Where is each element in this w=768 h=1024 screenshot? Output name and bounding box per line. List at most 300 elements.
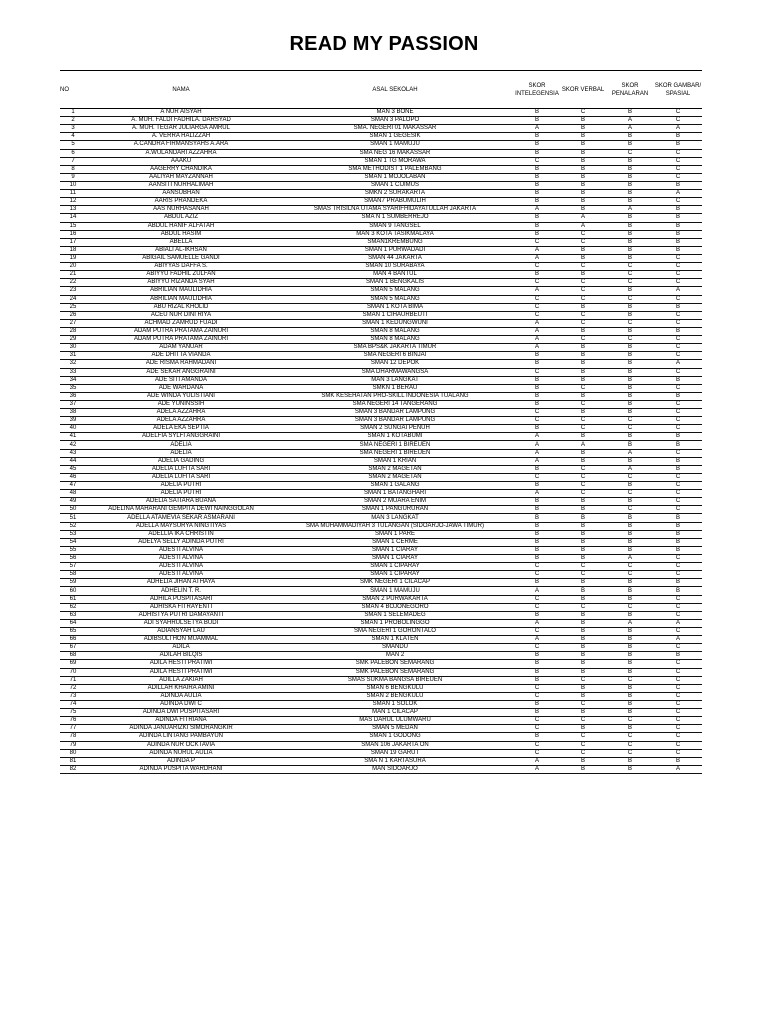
table-row (60, 676, 702, 684)
school-name: SMK PALEBON SEMARANG (276, 660, 514, 668)
score-intelegensia: C (514, 741, 560, 749)
student-name: ADINDA NUR OCKTAVIA (86, 741, 276, 749)
table-row (60, 287, 702, 295)
score-gambar-spasial: C (654, 109, 702, 117)
score-gambar-spasial: C (654, 263, 702, 271)
table-row (60, 546, 702, 554)
score-intelegensia: C (514, 238, 560, 246)
table-row (60, 344, 702, 352)
score-penalaran: B (606, 668, 654, 676)
school-name: SMAN 6 BENGKULU (276, 684, 514, 692)
score-gambar-spasial: C (654, 149, 702, 157)
row-number: 37 (60, 400, 86, 408)
score-verbal: B (560, 611, 606, 619)
score-penalaran: B (606, 636, 654, 644)
score-verbal: C (560, 109, 606, 117)
column-header-asal-sekolah: ASAL SEKOLAH (276, 71, 514, 109)
score-penalaran: B (606, 709, 654, 717)
student-name: ADINDA NURUL AULIA (86, 749, 276, 757)
score-penalaran: B (606, 368, 654, 376)
score-intelegensia: B (514, 173, 560, 181)
row-number: 8 (60, 165, 86, 173)
score-intelegensia: B (514, 198, 560, 206)
score-intelegensia: B (514, 222, 560, 230)
score-verbal: B (560, 360, 606, 368)
score-penalaran: B (606, 692, 654, 700)
row-number: 73 (60, 692, 86, 700)
score-gambar-spasial: B (654, 579, 702, 587)
score-verbal: B (560, 725, 606, 733)
row-number: 35 (60, 384, 86, 392)
score-intelegensia: C (514, 473, 560, 481)
score-intelegensia: A (514, 636, 560, 644)
score-penalaran: C (606, 733, 654, 741)
score-verbal: B (560, 433, 606, 441)
row-number: 82 (60, 765, 86, 773)
row-number: 77 (60, 725, 86, 733)
student-name: ADILA (86, 644, 276, 652)
school-name: SMAN 1 CIARAY (276, 546, 514, 554)
row-number: 1 (60, 109, 86, 117)
row-number: 65 (60, 628, 86, 636)
school-name: SMKN 2 SURAKARTA (276, 190, 514, 198)
score-gambar-spasial: B (654, 530, 702, 538)
school-name: SMAN 1 BENGKALIS (276, 279, 514, 287)
row-number: 12 (60, 198, 86, 206)
table-row (60, 628, 702, 636)
row-number: 27 (60, 319, 86, 327)
score-gambar-spasial: C (654, 555, 702, 563)
table-row (60, 271, 702, 279)
student-name: ADELA EKA SEPTIA (86, 425, 276, 433)
score-gambar-spasial: C (654, 384, 702, 392)
score-verbal: B (560, 619, 606, 627)
school-name: SMAS TRISILNA UTAMA SYARIFHIDAYATULLAH JAKARTA (276, 206, 514, 214)
school-name: SMAN 1 SELEMADEG (276, 611, 514, 619)
column-header-no: NO (60, 71, 86, 109)
score-verbal: B (560, 522, 606, 530)
score-gambar-spasial: C (654, 336, 702, 344)
score-intelegensia: C (514, 409, 560, 417)
student-name: ADE SITI AMANDA (86, 376, 276, 384)
score-intelegensia: A (514, 125, 560, 133)
row-number: 4 (60, 133, 86, 141)
table-row (60, 644, 702, 652)
score-gambar-spasial: B (654, 538, 702, 546)
score-gambar-spasial: B (654, 141, 702, 149)
table-row (60, 571, 702, 579)
score-penalaran: B (606, 109, 654, 117)
table-row (60, 433, 702, 441)
school-name: SMAN 1 CIJIMUS (276, 181, 514, 189)
score-penalaran: C (606, 490, 654, 498)
school-name: SMA DHARMAWANGSA (276, 368, 514, 376)
score-penalaran: C (606, 571, 654, 579)
score-gambar-spasial: C (654, 498, 702, 506)
school-name: SMAN 1 KOTABUMI (276, 433, 514, 441)
school-name: SMAN 2 MAGETAN (276, 465, 514, 473)
row-number: 42 (60, 441, 86, 449)
score-intelegensia: C (514, 684, 560, 692)
score-penalaran: B (606, 700, 654, 708)
row-number: 20 (60, 263, 86, 271)
score-gambar-spasial: B (654, 514, 702, 522)
row-number: 80 (60, 749, 86, 757)
score-penalaran: C (606, 749, 654, 757)
student-name: A. VERRA HALIZZAH (86, 133, 276, 141)
table-row (60, 741, 702, 749)
score-intelegensia: B (514, 230, 560, 238)
row-number: 47 (60, 482, 86, 490)
school-name: SMA MUHAMMADIYAH 3 TULANGAN (SIDOARJO-JAWA TIMUR) (276, 522, 514, 530)
score-penalaran: A (606, 206, 654, 214)
student-name: A.WULANDARI AZZAHRA (86, 149, 276, 157)
score-penalaran: A (606, 619, 654, 627)
school-name: SMAN 8 MALANG (276, 336, 514, 344)
column-header-skor-gambar-spasial: SKOR GAMBAR/ SPASIAL (654, 71, 702, 109)
score-verbal: B (560, 165, 606, 173)
student-name: ADELLA ATAMEVIA SEKAR ASMARANI (86, 514, 276, 522)
student-name: ADE WARDANA (86, 384, 276, 392)
score-penalaran: B (606, 246, 654, 254)
score-verbal: B (560, 692, 606, 700)
score-penalaran: A (606, 125, 654, 133)
score-gambar-spasial: B (654, 587, 702, 595)
school-name: SMAN 3 PALOPO (276, 117, 514, 125)
score-intelegensia: B (514, 700, 560, 708)
student-name: ABU RIZAL KHOLID (86, 303, 276, 311)
row-number: 6 (60, 149, 86, 157)
score-gambar-spasial: B (654, 246, 702, 254)
table-row (60, 263, 702, 271)
score-gambar-spasial: B (654, 327, 702, 335)
table-row (60, 498, 702, 506)
student-name: ADAM PUTRA PRATAMA ZAINURI (86, 327, 276, 335)
score-intelegensia: C (514, 368, 560, 376)
score-verbal: C (560, 417, 606, 425)
school-name: SMA N 1 SUMBERREJO (276, 214, 514, 222)
student-name: ADHISKA FITRAYENTI (86, 603, 276, 611)
score-verbal: C (560, 571, 606, 579)
score-penalaran: B (606, 311, 654, 319)
score-penalaran: B (606, 441, 654, 449)
row-number: 48 (60, 490, 86, 498)
score-gambar-spasial: C (654, 563, 702, 571)
score-gambar-spasial: C (654, 295, 702, 303)
row-number: 63 (60, 611, 86, 619)
student-name: AAS NURHASANAH (86, 206, 276, 214)
student-name: ADELIA LUFITA SARI (86, 465, 276, 473)
score-verbal: B (560, 546, 606, 554)
score-intelegensia: C (514, 417, 560, 425)
score-gambar-spasial: C (654, 473, 702, 481)
score-penalaran: B (606, 611, 654, 619)
score-verbal: C (560, 700, 606, 708)
school-name: SMAN 1 PROBOLINGGO (276, 619, 514, 627)
table-row (60, 749, 702, 757)
score-verbal: C (560, 465, 606, 473)
school-name: SMAN 2 BENGKULU (276, 692, 514, 700)
student-name: ADELA AZZAHRA (86, 417, 276, 425)
score-penalaran: C (606, 336, 654, 344)
student-name: ABIYYU RIZANDA SYAH (86, 279, 276, 287)
score-intelegensia: B (514, 181, 560, 189)
score-intelegensia: C (514, 303, 560, 311)
table-row (60, 652, 702, 660)
row-number: 44 (60, 457, 86, 465)
score-penalaran: B (606, 514, 654, 522)
table-row (60, 684, 702, 692)
score-penalaran: A (606, 465, 654, 473)
student-name: A NUR AISYAH (86, 109, 276, 117)
score-intelegensia: B (514, 214, 560, 222)
row-number: 2 (60, 117, 86, 125)
student-name: ADAM PUTRA PRATAMA ZAINURI (86, 336, 276, 344)
score-gambar-spasial: C (654, 644, 702, 652)
student-name: ADELIA (86, 449, 276, 457)
score-verbal: C (560, 319, 606, 327)
score-penalaran: B (606, 457, 654, 465)
school-name: SMAN 19 GARUT (276, 749, 514, 757)
school-name: SMA NEGERI 1 BIREUEN (276, 441, 514, 449)
student-name: ACHMAD ZAMRUD FUADI (86, 319, 276, 327)
score-gambar-spasial: A (654, 619, 702, 627)
table-row (60, 757, 702, 765)
score-gambar-spasial: B (654, 303, 702, 311)
table-row (60, 473, 702, 481)
student-name: ADELIA (86, 441, 276, 449)
table-row (60, 222, 702, 230)
score-penalaran: C (606, 506, 654, 514)
student-name: ADAM YANUAR (86, 344, 276, 352)
student-name: ABDUL HANIF ALFATAH (86, 222, 276, 230)
score-penalaran: B (606, 433, 654, 441)
score-intelegensia: C (514, 692, 560, 700)
school-name: SMA NEGERI 6 BINJAI (276, 352, 514, 360)
score-verbal: C (560, 238, 606, 246)
student-name: ADILA HESTI PRATIWI (86, 668, 276, 676)
score-intelegensia: A (514, 765, 560, 773)
score-verbal: B (560, 684, 606, 692)
score-penalaran: B (606, 660, 654, 668)
table-row (60, 417, 702, 425)
page-title: READ MY PASSION (289, 33, 479, 55)
score-intelegensia: C (514, 725, 560, 733)
score-gambar-spasial: B (654, 652, 702, 660)
score-penalaran: B (606, 376, 654, 384)
row-number: 5 (60, 141, 86, 149)
row-number: 78 (60, 733, 86, 741)
table-row (60, 457, 702, 465)
table-row (60, 376, 702, 384)
score-gambar-spasial: C (654, 668, 702, 676)
score-verbal: B (560, 157, 606, 165)
score-verbal: B (560, 409, 606, 417)
score-verbal: B (560, 181, 606, 189)
school-name: SMAN 5 MALANG (276, 295, 514, 303)
student-name: ADINDA P (86, 757, 276, 765)
row-number: 38 (60, 409, 86, 417)
score-verbal: B (560, 660, 606, 668)
score-penalaran: C (606, 295, 654, 303)
score-gambar-spasial: C (654, 628, 702, 636)
score-gambar-spasial: B (654, 433, 702, 441)
student-name: ADINDA DWI C (86, 700, 276, 708)
score-verbal: C (560, 482, 606, 490)
score-penalaran: B (606, 190, 654, 198)
school-name: SMAN 9 TANGSEL (276, 222, 514, 230)
score-gambar-spasial: C (654, 709, 702, 717)
score-gambar-spasial: C (654, 117, 702, 125)
score-penalaran: C (606, 741, 654, 749)
school-name: SMA N 1 KARTASURA (276, 757, 514, 765)
table-row (60, 506, 702, 514)
score-gambar-spasial: B (654, 392, 702, 400)
score-gambar-spasial: C (654, 271, 702, 279)
row-number: 21 (60, 271, 86, 279)
school-name: SMAN 1 MOJOLABAN (276, 173, 514, 181)
student-name: ABRILIAN MAULIDHIA (86, 295, 276, 303)
score-verbal: B (560, 449, 606, 457)
score-gambar-spasial: C (654, 279, 702, 287)
score-verbal: B (560, 392, 606, 400)
row-number: 25 (60, 303, 86, 311)
score-intelegensia: B (514, 482, 560, 490)
score-gambar-spasial: C (654, 692, 702, 700)
score-gambar-spasial: B (654, 222, 702, 230)
row-number: 51 (60, 514, 86, 522)
score-verbal: B (560, 352, 606, 360)
score-penalaran: C (606, 319, 654, 327)
score-verbal: C (560, 733, 606, 741)
score-verbal: B (560, 141, 606, 149)
score-penalaran: B (606, 595, 654, 603)
student-name: ADHILA PUSPITASARI (86, 595, 276, 603)
score-verbal: C (560, 336, 606, 344)
score-gambar-spasial: C (654, 173, 702, 181)
score-gambar-spasial: B (654, 441, 702, 449)
table-row (60, 465, 702, 473)
score-intelegensia: B (514, 400, 560, 408)
student-name: ADINDA JANUARIZKI SIMORANGKIR (86, 725, 276, 733)
score-intelegensia: A (514, 490, 560, 498)
score-penalaran: B (606, 530, 654, 538)
table-row (60, 214, 702, 222)
school-name: SMK NEGERI 1 CILACAP (276, 579, 514, 587)
score-table (60, 70, 702, 774)
score-penalaran: B (606, 141, 654, 149)
score-penalaran: B (606, 409, 654, 417)
score-verbal: B (560, 498, 606, 506)
school-name: SMAN 1 PARE (276, 530, 514, 538)
score-verbal: C (560, 400, 606, 408)
score-intelegensia: B (514, 579, 560, 587)
score-intelegensia: B (514, 425, 560, 433)
score-gambar-spasial: C (654, 717, 702, 725)
row-number: 45 (60, 465, 86, 473)
score-penalaran: B (606, 133, 654, 141)
table-row (60, 384, 702, 392)
score-verbal: A (560, 214, 606, 222)
student-name: AALIYAH MAYZANNAH (86, 173, 276, 181)
student-name: ABDUL HASIM (86, 230, 276, 238)
table-row (60, 490, 702, 498)
score-gambar-spasial: C (654, 319, 702, 327)
score-intelegensia: B (514, 546, 560, 554)
student-name: AANSUBHAN (86, 190, 276, 198)
row-number: 52 (60, 522, 86, 530)
score-verbal: B (560, 765, 606, 773)
score-penalaran: C (606, 603, 654, 611)
row-number: 62 (60, 603, 86, 611)
score-penalaran: C (606, 271, 654, 279)
table-row (60, 238, 702, 246)
school-name: SMAN7 PRABUMULIH (276, 198, 514, 206)
table-row (60, 425, 702, 433)
score-intelegensia: C (514, 644, 560, 652)
row-number: 3 (60, 125, 86, 133)
score-gambar-spasial: A (654, 636, 702, 644)
score-gambar-spasial: C (654, 700, 702, 708)
table-row (60, 636, 702, 644)
student-name: ADINDA FITRIANA (86, 717, 276, 725)
table-row (60, 733, 702, 741)
school-name: SMAN 1 CERME (276, 538, 514, 546)
table-row (60, 303, 702, 311)
row-number: 19 (60, 254, 86, 262)
row-number: 69 (60, 660, 86, 668)
score-penalaran: C (606, 149, 654, 157)
row-number: 50 (60, 506, 86, 514)
table-row (60, 587, 702, 595)
student-name: ACEU NUR DINI RIYA (86, 311, 276, 319)
table-row (60, 230, 702, 238)
score-verbal: B (560, 133, 606, 141)
score-gambar-spasial: B (654, 546, 702, 554)
student-name: AAGERRY CHANDIKA (86, 165, 276, 173)
row-number: 57 (60, 563, 86, 571)
school-name: SMAS SUKMA BANGSA BIREUEN (276, 676, 514, 684)
row-number: 60 (60, 587, 86, 595)
school-name: MAN 3 KOTA TASIKMALAYA (276, 230, 514, 238)
student-name: ADINDA PUSPITA WARDHANI (86, 765, 276, 773)
row-number: 81 (60, 757, 86, 765)
score-intelegensia: A (514, 441, 560, 449)
school-name: SMAN 3 BANDAR LAMPUNG (276, 417, 514, 425)
score-penalaran: B (606, 628, 654, 636)
score-penalaran: B (606, 522, 654, 530)
score-intelegensia: B (514, 384, 560, 392)
student-name: ADELIA PUTRI (86, 490, 276, 498)
score-verbal: B (560, 587, 606, 595)
row-number: 15 (60, 222, 86, 230)
row-number: 75 (60, 709, 86, 717)
score-intelegensia: A (514, 449, 560, 457)
table-row (60, 765, 702, 773)
score-verbal: B (560, 271, 606, 279)
table-row (60, 165, 702, 173)
score-penalaran: B (606, 287, 654, 295)
score-penalaran: B (606, 352, 654, 360)
score-penalaran: B (606, 157, 654, 165)
score-intelegensia: B (514, 676, 560, 684)
student-name: ADINDA AULIA (86, 692, 276, 700)
score-intelegensia: B (514, 190, 560, 198)
score-verbal: C (560, 749, 606, 757)
student-name: ADELLA MAYSURYA NINGTIYAS (86, 522, 276, 530)
score-intelegensia: C (514, 628, 560, 636)
score-gambar-spasial: C (654, 741, 702, 749)
